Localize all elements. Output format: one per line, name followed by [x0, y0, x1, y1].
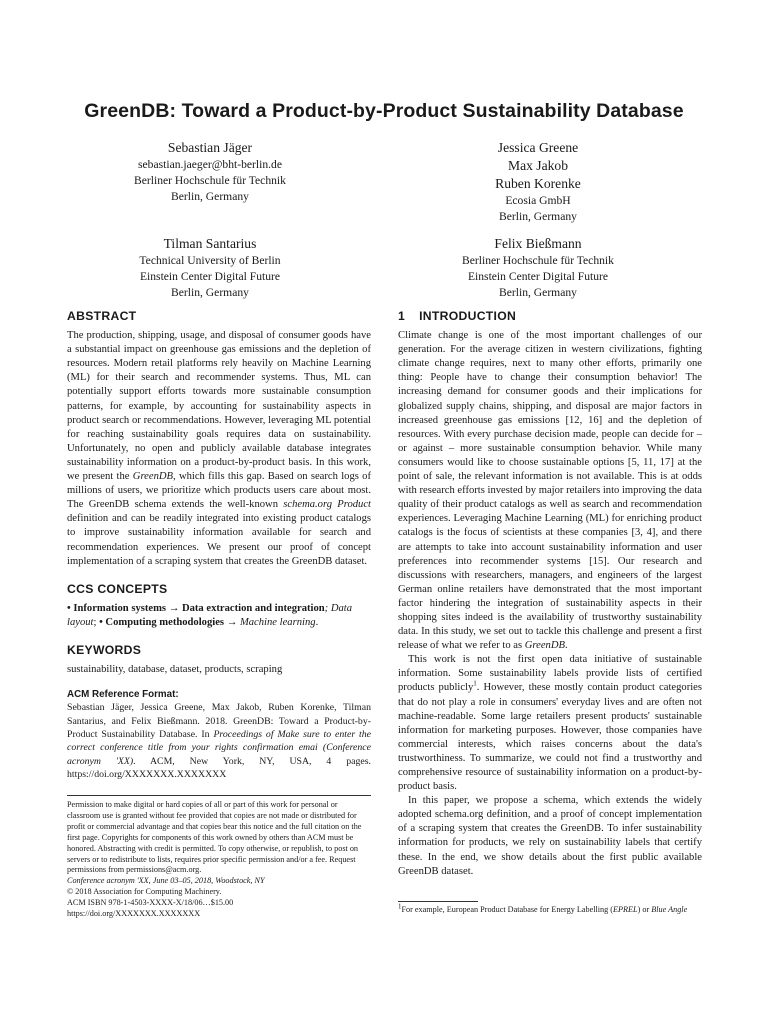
right-column	[398, 309, 702, 879]
author-name: Tilman Santarius	[163, 236, 257, 251]
author-affiliation: Berliner Hochschule für Technik	[462, 254, 614, 267]
intro-paragraph-2: This work is not the first open data initiative of sustainable information. Some sustainability labels provide lists of certified products publicly$^1$. However, these mostly contain product categories that do not play a role in consumers' everyday lives and are often not machine-readable. Some large retailers present products' sustainable information for marketing purposes. However, those companies have commercial interests, which raises concerns about the data's trustworthiness. To summarize, we could not find a trustworthy and comprehensive resource of sustainability information on a product-by-product basis.	[398, 654, 702, 793]
conference-line: Conference acronym 'XX, June 03–05, 2018, Woodstock, NY	[67, 876, 265, 886]
author-name: Felix Bießmann	[494, 236, 582, 251]
footnote: $^1$For example, European Product Database for Energy Labelling (EPREL) or Blue Angle	[398, 902, 688, 914]
author-block-santarius	[100, 235, 320, 301]
author-name: Max Jakob	[507, 158, 569, 173]
permission-block	[67, 800, 371, 920]
intro-heading: 1 INTRODUCTION	[398, 309, 517, 323]
author-block-biessmann	[428, 235, 648, 301]
keywords-text: sustainability, database, dataset, products, scraping	[67, 664, 283, 676]
author-affiliation: Einstein Center Digital Future	[139, 270, 281, 283]
abstract-text: The production, shipping, usage, and disposal of consumer goods have a substantial impact on greenhouse gas emissions and the depletion of resources. Modern retail platforms rely heavily on Machine Learning (ML) for their search and recommender systems. Thus, ML can potentially support efforts towards more sustainable consumption patterns, for example, by accounting for sustainability aspects in product search or recommendations. However, leveraging ML potential for reaching sustainability goals requires data on sustainability. Unfortunately, no open and publicly available database integrates sustainability information on a product-by-product basis. In this work, we present the GreenDB, which fills this gap. Based on search logs of millions of users, we prioritize which products users care about most. The GreenDB schema extends the well-known schema.org Product definition and can be readily integrated into existing product catalogs to improve sustainability information available for search and recommendation experiences. We present our proof of concept implementation of a scraping system that creates the GreenDB dataset.	[67, 330, 371, 567]
copyright-line: © 2018 Association for Computing Machinery.	[67, 887, 222, 897]
author-affiliation: Einstein Center Digital Future	[467, 270, 609, 283]
permission-text: Permission to make digital or hard copies of all or part of this work for personal or classroom use is granted without fee provided that copies are not made or distributed for profit or commercial advantage and that copies bear this notice and the full citation on the first page. Copyrights for components of this work owned by others than ACM must be honored. Abstracting with credit is permitted. To copy otherwise, or republish, to post on servers or to redistribute to lists, requires prior specific permission and/or a fee. Request permissions from permissions@acm.org.	[67, 800, 362, 875]
acm-reference	[67, 688, 371, 781]
ccs-heading: CCS CONCEPTS	[67, 581, 168, 596]
author-location: Berlin, Germany	[171, 190, 249, 203]
permission-rule	[67, 795, 371, 796]
footnote-marker: 1	[398, 902, 402, 911]
author-block-ecosia	[428, 139, 648, 225]
author-affiliation: Ecosia GmbH	[505, 194, 571, 207]
author-location: Berlin, Germany	[171, 286, 249, 299]
footnote-rule	[398, 901, 478, 902]
author-location: Berlin, Germany	[499, 286, 577, 299]
doi-line: https://doi.org/XXXXXXX.XXXXXXX	[67, 909, 201, 919]
abstract-heading: ABSTRACT	[67, 309, 137, 323]
author-affiliation: Technical University of Berlin	[139, 254, 281, 267]
author-location: Berlin, Germany	[499, 210, 577, 223]
intro-paragraph-3: In this paper, we propose a schema, which extends the widely adopted schema.org definition, and a proof of concept implementation of a scraping system that creates the GreenDB. To infer sustainability information for products, we rely on sustainability labels that certify these. In the end, we show details about the first public available GreenDB dataset.	[398, 795, 702, 877]
acm-reference-text: Sebastian Jäger, Jessica Greene, Max Jakob, Ruben Korenke, Tilman Santarius, and Felix Bießmann. 2018. GreenDB: Toward a Product-by-Product Sustainability Database. In Proceedings of Make sure to enter the correct conference title from your rights confirmation emai (Conference acronym 'XX). ACM, New York, NY, USA, 4 pages. https://doi.org/XXXXXXX.XXXXXXX	[67, 702, 371, 780]
left-column	[67, 309, 371, 781]
author-affiliation: Berliner Hochschule für Technik	[134, 174, 286, 187]
ccs-concepts: • Information systems → Data extraction and integration; Data layout; • Computing methodologies → Machine learning.	[67, 602, 353, 628]
author-name: Jessica Greene	[497, 140, 579, 155]
author-block-jaeger	[100, 139, 320, 205]
keywords-heading: KEYWORDS	[67, 642, 142, 657]
author-name: Ruben Korenke	[495, 176, 581, 191]
intro-paragraph-1: Climate change is one of the most important challenges of our generation. For the average citizen in western civilizations, fighting climate change requires, next to many other efforts, primarily one thing: People have to change their consumption behavior! The increasing demand for consumer goods and their implications for globalized supply chains, shipping, and disposal are major factors in increased greenhouse gas emissions [12, 16] and the depletion of resources. With every purchase decision made, people can decide for – or against – more sustainable consumption behavior. While many consumers would like to choose sustainable options [5, 11, 17] at the point of sale, the relevant information is not available. This is at odds with research efforts invested by major retailers into improving the data quality of their product catalogs as well as search and recommendation experiences. Leveraging Machine Learning (ML) for enriching product catalogs is the focus of scientists at these companies [3, 4], and there are attempts to take into account sustainability information and user preferences into recommender systems [15]. Our research and discussions with researchers, managers, and engineers of the largest German online retailers have demonstrated that the most important factor hindering the integration of sustainability aspects in their shopping sites indeed is the availability of trustworthy sustainability data. In this study, we set out to tackle this challenge and present a first release of what we refer to as GreenDB.	[398, 330, 702, 652]
author-name: Sebastian Jäger	[167, 140, 253, 155]
author-email: sebastian.jaeger@bht-berlin.de	[138, 158, 282, 171]
paper-title: GreenDB: Toward a Product-by-Product Sustainability Database	[84, 100, 684, 122]
acm-reference-heading: ACM Reference Format:	[67, 689, 179, 701]
isbn-line: ACM ISBN 978-1-4503-XXXX-X/18/06…$15.00	[67, 898, 234, 908]
